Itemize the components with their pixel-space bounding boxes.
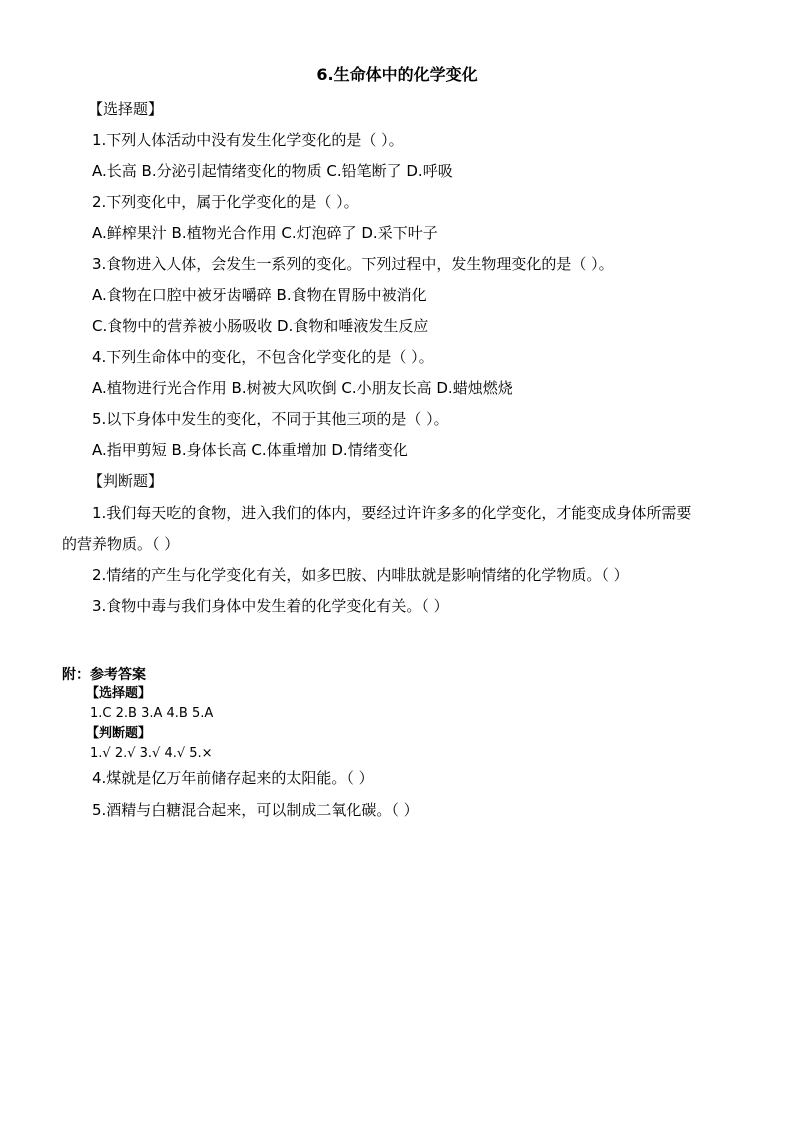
judge-item-1-line-1: 1.我们每天吃的食物，进入我们的体内，要经过许许多多的化学变化，才能变成身体所需要 xyxy=(92,504,692,522)
choice-question-2-options: A.鲜榨果汁 B.植物光合作用 C.灯泡碎了 D.采下叶子 xyxy=(92,224,438,242)
judge-item-3: 3.食物中毒与我们身体中发生着的化学变化有关。（ ） xyxy=(92,597,449,615)
choice-question-5: 5.以下身体中发生的变化，不同于其他三项的是（ ）。 xyxy=(92,410,449,428)
choice-question-3-options-b: C.食物中的营养被小肠吸收 D.食物和唾液发生反应 xyxy=(92,317,429,335)
answers-judge-list: 1.√ 2.√ 3.√ 4.√ 5.× xyxy=(90,746,213,761)
answers-choice-list: 1.C 2.B 3.A 4.B 5.A xyxy=(90,706,214,721)
choice-question-2: 2.下列变化中，属于化学变化的是（ ）。 xyxy=(92,193,359,211)
answers-choice-heading: 【选择题】 xyxy=(86,686,152,701)
answers-heading: 附：参考答案 xyxy=(62,667,146,683)
page-title: 6.生命体中的化学变化 xyxy=(316,65,478,84)
choice-section-heading: 【选择题】 xyxy=(88,100,164,118)
choice-question-4-options: A.植物进行光合作用 B.树被大风吹倒 C.小朋友长高 D.蜡烛燃烧 xyxy=(92,379,513,397)
choice-question-3: 3.食物进入人体，会发生一系列的变化。下列过程中，发生物理变化的是（ ）。 xyxy=(92,255,614,273)
choice-question-5-options: A.指甲剪短 B.身体长高 C.体重增加 D.情绪变化 xyxy=(92,441,408,459)
judge-item-2: 2.情绪的产生与化学变化有关，如多巴胺、内啡肽就是影响情绪的化学物质。（ ） xyxy=(92,566,629,584)
extra-item-5: 5.酒精与白糖混合起来，可以制成二氧化碳。（ ） xyxy=(92,801,419,819)
answers-judge-heading: 【判断题】 xyxy=(86,726,152,741)
choice-question-1: 1.下列人体活动中没有发生化学变化的是（ ）。 xyxy=(92,131,404,149)
choice-question-3-options-a: A.食物在口腔中被牙齿嚼碎 B.食物在胃肠中被消化 xyxy=(92,286,427,304)
choice-question-4: 4.下列生命体中的变化，不包含化学变化的是（ ）。 xyxy=(92,348,434,366)
judge-section-heading: 【判断题】 xyxy=(88,472,164,490)
choice-question-1-options: A.长高 B.分泌引起情绪变化的物质 C.铅笔断了 D.呼吸 xyxy=(92,162,453,180)
judge-item-1-line-2: 的营养物质。（ ） xyxy=(62,535,180,553)
extra-item-4: 4.煤就是亿万年前储存起来的太阳能。（ ） xyxy=(92,769,374,787)
